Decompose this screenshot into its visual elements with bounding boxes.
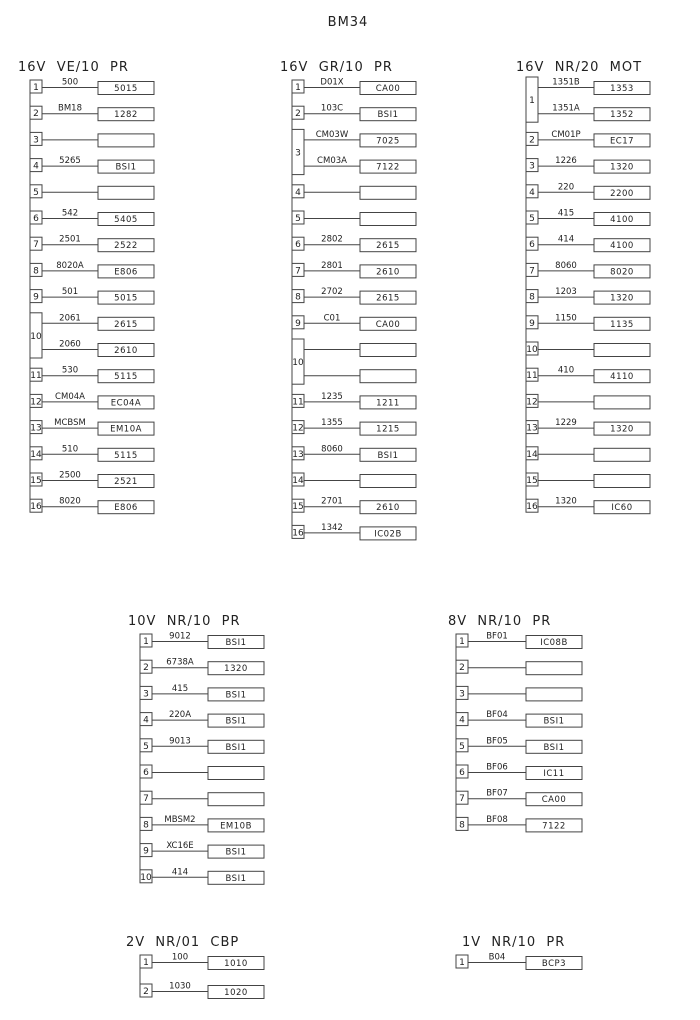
wire-label: 501 (61, 287, 79, 298)
pin-number: 8 (295, 292, 301, 303)
target-label: BCP3 (541, 959, 567, 969)
target-label: 7025 (376, 136, 400, 147)
pin-number: 2 (295, 109, 301, 120)
pin-row[interactable] (140, 736, 264, 753)
target-box[interactable] (98, 134, 154, 147)
pin-row[interactable] (140, 841, 264, 858)
pin-row[interactable] (140, 867, 264, 884)
pin-number: 15 (526, 476, 538, 486)
pin-row[interactable] (456, 763, 582, 780)
wire-label: D01X (320, 77, 344, 88)
connector-title: 1V NR/10 PR (462, 935, 566, 950)
pin-row[interactable] (456, 736, 582, 753)
pin-row[interactable] (292, 473, 416, 488)
pin-number: 16 (292, 528, 304, 539)
target-label: 4100 (610, 241, 634, 252)
target-label: 5015 (114, 293, 138, 304)
pin-row[interactable] (456, 710, 582, 727)
pin-number: 2 (143, 987, 149, 997)
target-label: 2610 (114, 346, 138, 356)
pin-number: 6 (529, 240, 535, 251)
target-label: 2610 (376, 267, 400, 278)
connector-title: 16V GR/10 PR (280, 60, 393, 75)
pin-row[interactable] (526, 130, 650, 147)
target-label: BSI1 (377, 110, 399, 121)
wire-label: BF01 (486, 631, 508, 642)
wire-label: 1351B (552, 77, 580, 88)
pin-number: 4 (529, 187, 535, 198)
pin-row[interactable] (140, 953, 264, 970)
pin-number: 5 (459, 741, 465, 752)
pin-row[interactable] (30, 287, 154, 304)
pin-row[interactable] (526, 209, 650, 226)
pin-row[interactable] (140, 791, 264, 806)
pin-row[interactable] (30, 132, 154, 147)
pin-number: 9 (143, 846, 149, 857)
pin-number: 13 (30, 423, 42, 434)
target-label: BSI1 (225, 638, 247, 648)
diagram-title: BM34 (327, 15, 369, 30)
connector-title: 16V NR/20 MOT (516, 60, 643, 75)
target-label: EM10A (110, 424, 142, 435)
target-label: 5115 (114, 372, 138, 383)
target-label: CA00 (541, 795, 567, 806)
pin-number: 8 (33, 266, 39, 277)
target-label: BSI1 (225, 847, 247, 858)
pin-row[interactable] (526, 235, 650, 252)
wire-label: 8060 (321, 444, 343, 455)
target-label: 1352 (610, 110, 634, 121)
pin-number: 4 (295, 187, 301, 198)
target-box[interactable] (594, 344, 650, 357)
wire-label: 2802 (321, 234, 343, 245)
pin-number: 1 (529, 96, 535, 107)
wire-label: 414 (171, 867, 189, 878)
pin-number: 11 (30, 371, 42, 382)
pin-row[interactable] (140, 982, 264, 999)
pin-number: 14 (30, 449, 42, 460)
pin-row[interactable] (30, 185, 154, 200)
pin-number: 5 (33, 187, 39, 198)
target-box[interactable] (526, 688, 582, 701)
wire-label: B04 (488, 952, 506, 963)
target-label: 1135 (610, 319, 634, 330)
wire-label: 103C (320, 103, 344, 114)
pin-row[interactable] (30, 209, 154, 226)
target-label: IC11 (543, 769, 565, 779)
pin-row[interactable] (292, 418, 416, 435)
pin-row[interactable] (292, 211, 416, 226)
target-label: 1282 (114, 110, 138, 121)
pin-number: 7 (143, 794, 149, 805)
target-label: 1020 (224, 988, 248, 998)
target-label: 1215 (376, 424, 400, 435)
pin-row[interactable] (292, 185, 416, 200)
wire-label: 530 (61, 365, 79, 376)
pin-row[interactable] (526, 342, 650, 357)
pin-row[interactable] (292, 78, 416, 95)
wire-label: 542 (61, 208, 79, 219)
wire-label: 2702 (321, 287, 343, 298)
wire-label: BF04 (486, 710, 508, 721)
target-label: 4110 (610, 372, 634, 383)
wire-label: 2501 (59, 234, 81, 245)
pin-row[interactable] (526, 313, 650, 330)
pin-number: 8 (529, 292, 535, 303)
wire-label: MCBSM (54, 418, 86, 429)
target-label: EM10B (220, 821, 252, 832)
pin-row[interactable] (526, 156, 650, 173)
target-label: BSI1 (225, 873, 247, 884)
target-label: 1211 (376, 398, 400, 409)
pin-number: 14 (292, 476, 304, 486)
target-box[interactable] (594, 448, 650, 461)
pin-row[interactable] (526, 473, 650, 488)
pin-row[interactable] (30, 418, 154, 435)
pin-row[interactable] (30, 261, 154, 278)
pin-row[interactable] (526, 261, 650, 278)
connectors-group (18, 60, 650, 999)
target-label: 1010 (224, 959, 248, 969)
pin-number: 9 (33, 292, 39, 303)
wire-label: 1351A (552, 103, 580, 114)
target-label: 2615 (376, 293, 400, 304)
pin-row[interactable] (30, 235, 154, 252)
connector-c6 (126, 935, 264, 999)
pin-row[interactable] (30, 392, 154, 409)
wire-label: 1342 (321, 522, 343, 533)
target-label: 2200 (610, 188, 634, 199)
pin-number: 3 (143, 689, 149, 700)
pin-number: 13 (526, 423, 538, 434)
pin-number: 12 (292, 423, 304, 434)
wire-label: 1226 (555, 156, 577, 167)
wire-label: BF06 (486, 762, 508, 773)
target-label: 1320 (610, 162, 634, 173)
pin-row[interactable] (30, 366, 154, 383)
pin-number: 7 (529, 266, 535, 277)
wire-label: MBSM2 (164, 814, 196, 825)
wire-label: CM01P (551, 129, 581, 140)
wire-label: CM04A (55, 391, 85, 402)
target-label: BSI1 (377, 450, 399, 461)
wire-label: 220A (168, 710, 192, 721)
wire-label: BF08 (486, 814, 508, 825)
wire-label: 1320 (555, 496, 577, 507)
pin-row[interactable] (526, 497, 650, 514)
pin-row[interactable] (526, 77, 650, 122)
target-label: 1320 (610, 293, 634, 304)
wire-label: BF07 (486, 788, 508, 799)
target-label: 1353 (610, 84, 634, 94)
connector-title: 2V NR/01 CBP (126, 935, 240, 950)
wire-label: 9012 (169, 631, 191, 642)
wire-label: 220 (557, 182, 575, 193)
pin-number: 12 (526, 397, 538, 408)
pin-number: 4 (33, 161, 39, 172)
pin-row[interactable] (526, 394, 650, 409)
target-label: 5115 (114, 450, 138, 461)
wire-label: CM03A (317, 156, 347, 167)
wire-label: XC16E (166, 841, 194, 852)
pin-row[interactable] (30, 104, 154, 121)
pin-number: 6 (143, 768, 149, 778)
pin-number: 7 (295, 266, 301, 277)
pin-number: 1 (459, 958, 465, 968)
wire-label: 410 (557, 365, 575, 376)
pin-number: 6 (459, 768, 465, 778)
pin-row[interactable] (140, 815, 264, 832)
target-box[interactable] (594, 396, 650, 409)
target-label: 2615 (114, 319, 138, 330)
wire-label: 2500 (59, 470, 81, 481)
wire-label: 5265 (59, 156, 81, 167)
connector-c3 (516, 60, 650, 514)
pin-number: 4 (459, 715, 465, 726)
connector-c5 (448, 614, 582, 832)
pin-row[interactable] (526, 366, 650, 383)
wire-label: 510 (61, 444, 79, 455)
pin-number: 2 (459, 663, 465, 674)
pin-row[interactable] (292, 235, 416, 252)
pin-number: 10 (140, 872, 152, 883)
pin-number: 10 (526, 345, 538, 355)
pin-number: 1 (295, 83, 301, 93)
connector-title: 8V NR/10 PR (448, 614, 552, 629)
target-box[interactable] (360, 370, 416, 383)
pin-row[interactable] (526, 447, 650, 462)
pin-number: 3 (295, 148, 301, 159)
pin-number: 8 (143, 820, 149, 831)
pin-row[interactable] (292, 313, 416, 330)
wire-label: C01 (323, 313, 341, 324)
wire-label: 6738A (166, 657, 194, 668)
connector-c1 (18, 60, 154, 514)
target-label: BSI1 (225, 742, 247, 753)
target-label: BSI1 (225, 690, 247, 701)
wire-label: 500 (61, 77, 79, 88)
target-label: IC08B (540, 638, 568, 648)
wire-label: 100 (171, 952, 189, 963)
pin-row[interactable] (140, 710, 264, 727)
pin-row[interactable] (30, 78, 154, 95)
target-label: 7122 (376, 162, 400, 173)
pin-number: 1 (459, 637, 465, 647)
target-box[interactable] (208, 767, 264, 780)
target-box[interactable] (208, 793, 264, 806)
wire-label: BF05 (486, 736, 508, 747)
connector-title: 10V NR/10 PR (128, 614, 241, 629)
target-box[interactable] (594, 475, 650, 488)
target-label: BSI1 (543, 716, 565, 727)
pin-row[interactable] (30, 497, 154, 514)
wire-label: 1355 (321, 418, 343, 429)
pin-number: 3 (459, 689, 465, 700)
target-label: 4100 (610, 215, 634, 225)
wire-label: 8020A (56, 260, 84, 271)
pin-number: 1 (143, 637, 149, 647)
pin-row[interactable] (30, 313, 154, 358)
target-label: IC60 (611, 503, 633, 514)
pin-number: 6 (295, 240, 301, 251)
target-label: E806 (114, 267, 138, 278)
wire-label: 415 (557, 208, 575, 219)
target-label: IC02B (374, 529, 402, 540)
pin-row[interactable] (292, 129, 416, 174)
target-label: EC04A (110, 398, 142, 409)
pin-number: 14 (526, 449, 538, 460)
target-box[interactable] (360, 213, 416, 226)
wire-label: 2801 (321, 260, 343, 271)
pin-row[interactable] (456, 660, 582, 675)
target-label: EC17 (609, 136, 635, 147)
target-label: 2521 (114, 477, 138, 487)
pin-number: 4 (143, 715, 149, 726)
pin-row[interactable] (140, 632, 264, 649)
target-box[interactable] (98, 186, 154, 199)
wire-label: 1203 (555, 287, 577, 298)
pin-row[interactable] (292, 523, 416, 540)
pin-row[interactable] (526, 182, 650, 199)
pin-number: 1 (33, 83, 39, 93)
pin-row[interactable] (140, 684, 264, 701)
pin-number: 11 (526, 371, 538, 382)
target-box[interactable] (360, 186, 416, 199)
target-label: 2610 (376, 503, 400, 514)
pin-number: 5 (143, 741, 149, 752)
pin-row[interactable] (292, 444, 416, 461)
target-label: 8020 (610, 267, 634, 278)
pin-number: 16 (526, 502, 538, 513)
pin-number: 9 (295, 318, 301, 329)
wire-label: 8020 (59, 496, 81, 507)
pin-row[interactable] (30, 444, 154, 461)
pin-row[interactable] (526, 287, 650, 304)
wire-label: 1235 (321, 391, 343, 402)
pin-number: 2 (143, 663, 149, 674)
pin-row[interactable] (456, 686, 582, 701)
connector-c2 (280, 60, 416, 540)
pin-number: 1 (143, 958, 149, 968)
pin-number: 7 (33, 240, 39, 251)
target-label: 2522 (114, 241, 138, 252)
wire-label: 8060 (555, 260, 577, 271)
target-label: BSI1 (225, 716, 247, 727)
wire-label: BM18 (58, 103, 82, 114)
target-label: 2615 (376, 241, 400, 252)
wire-label: 2061 (59, 313, 81, 324)
target-label: CA00 (375, 319, 401, 330)
pin-number: 2 (529, 135, 535, 146)
target-label: 5015 (114, 84, 138, 94)
pin-number: 11 (292, 397, 304, 408)
pin-number: 15 (30, 476, 42, 486)
wire-label: 1030 (169, 981, 191, 992)
wire-label: 1229 (555, 418, 577, 429)
pin-number: 13 (292, 449, 304, 460)
pin-number: 3 (529, 161, 535, 172)
wire-label: 415 (171, 683, 189, 694)
pin-number: 8 (459, 820, 465, 831)
pin-row[interactable] (30, 471, 154, 488)
wire-label: 414 (557, 234, 575, 245)
pin-row[interactable] (140, 765, 264, 780)
wire-label: 2701 (321, 496, 343, 507)
pin-number: 9 (529, 318, 535, 329)
target-box[interactable] (360, 344, 416, 357)
wire-label: CM03W (315, 129, 349, 140)
target-label: 1320 (224, 664, 248, 675)
pin-row[interactable] (292, 104, 416, 121)
pin-number: 3 (33, 135, 39, 146)
pin-number: 6 (33, 214, 39, 224)
pin-number: 16 (30, 502, 42, 513)
connector-c7 (456, 935, 582, 970)
target-label: CA00 (375, 84, 401, 94)
pin-row[interactable] (526, 418, 650, 435)
pin-row[interactable] (456, 815, 582, 832)
pin-number: 7 (459, 794, 465, 805)
target-label: 5405 (114, 215, 138, 225)
target-box[interactable] (360, 475, 416, 488)
pin-number: 15 (292, 502, 304, 513)
pin-row[interactable] (456, 789, 582, 806)
target-label: BSI1 (115, 162, 137, 173)
target-label: BSI1 (543, 742, 565, 753)
target-label: 7122 (542, 821, 566, 832)
connector-c4 (128, 614, 264, 884)
target-label: E806 (114, 503, 138, 514)
pin-row[interactable] (456, 953, 582, 970)
pin-number: 5 (529, 214, 535, 224)
connector-title: 16V VE/10 PR (18, 60, 129, 75)
pin-number: 5 (295, 214, 301, 224)
pin-number: 2 (33, 109, 39, 120)
target-box[interactable] (526, 662, 582, 675)
target-label: 1320 (610, 424, 634, 435)
pin-row[interactable] (456, 632, 582, 649)
pin-number: 10 (30, 331, 42, 342)
wire-label: 2060 (59, 339, 81, 350)
pin-row[interactable] (292, 339, 416, 384)
pin-row[interactable] (140, 658, 264, 675)
wire-label: 9013 (169, 736, 191, 747)
pin-row[interactable] (292, 497, 416, 514)
pin-row[interactable] (292, 287, 416, 304)
pin-row[interactable] (292, 392, 416, 409)
pin-row[interactable] (292, 261, 416, 278)
pin-number: 10 (292, 358, 304, 369)
pin-row[interactable] (30, 156, 154, 173)
pin-number: 12 (30, 397, 42, 408)
wire-label: 1150 (555, 313, 577, 324)
